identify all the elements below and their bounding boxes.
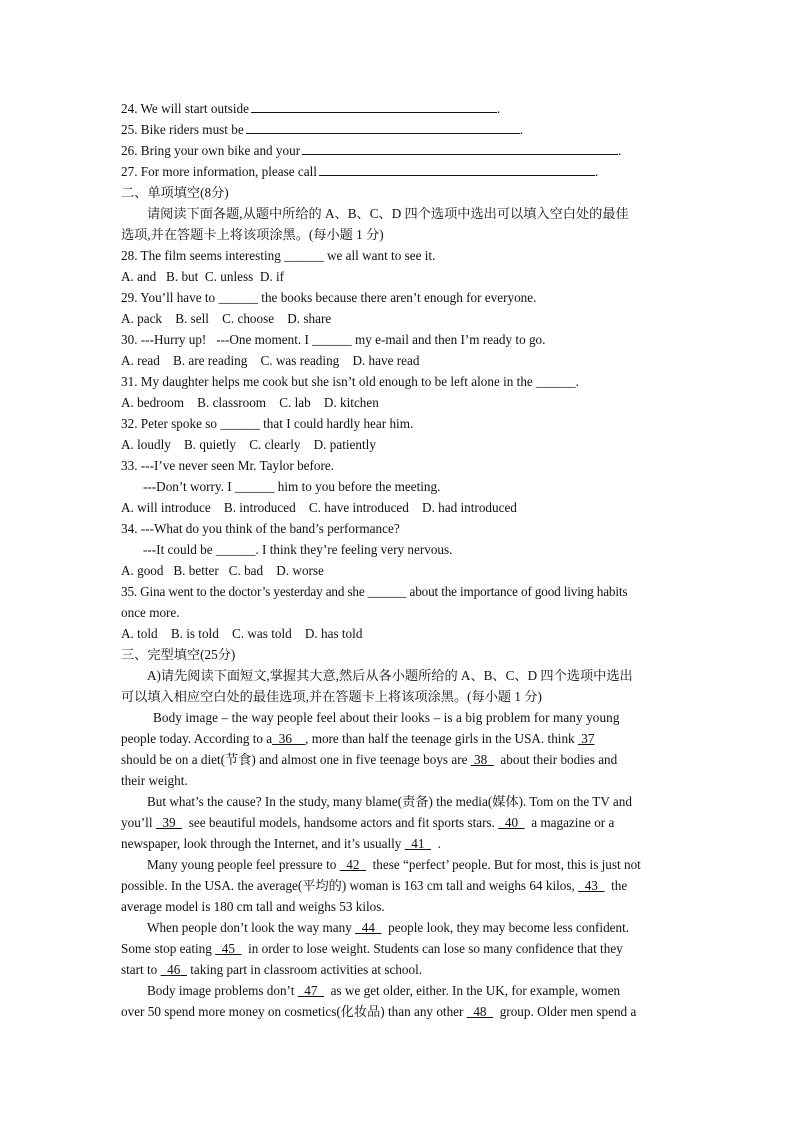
passage-line: [121, 938, 680, 959]
punct: .: [497, 101, 501, 116]
passage-line: But what’s the cause? In the study, many blame(责备) the media(媒体). Tom on the TV and: [147, 794, 632, 809]
options-35: A. told B. is told C. was told D. has told: [121, 626, 363, 641]
passage-line: [121, 875, 680, 896]
passage-text: newspaper, look through the Internet, and it’s usually: [121, 836, 405, 851]
passage-text: group. Older men spend a: [493, 1004, 637, 1019]
passage-text: possible. In the USA. the average(平均的) woman is 163 cm tall and weighs 64 kilos,: [121, 878, 579, 893]
question-34: 34. ---What do you think of the band’s performance?: [121, 521, 400, 536]
passage-text: as we get older, either. In the UK, for example, women: [324, 983, 621, 998]
passage-text: taking part in classroom activities at school.: [186, 962, 423, 977]
blank-37[interactable]: 37: [581, 731, 595, 746]
question-24: [121, 98, 680, 119]
question-33-reply: ---Don’t worry. I ______ him to you before the meeting.: [143, 479, 441, 494]
answer-blank[interactable]: [319, 162, 595, 176]
blank-43[interactable]: 43: [584, 878, 598, 893]
question-text: 24. We will start outside: [121, 101, 249, 116]
passage-text: you’ll: [121, 815, 156, 830]
passage-line: [121, 749, 680, 770]
passage-text: a magazine or a: [524, 815, 615, 830]
passage-text: should be on a diet(节食) and almost one in five teenage boys are: [121, 752, 471, 767]
passage-line: [121, 980, 680, 1001]
passage-text: Some stop eating: [121, 941, 216, 956]
options-32: A. loudly B. quietly C. clearly D. patiently: [121, 437, 376, 452]
passage-text: see beautiful models, handsome actors and fit sports stars.: [182, 815, 499, 830]
passage-line: [121, 833, 680, 854]
passage-text: over 50 spend more money on cosmetics(化妆品) than any other: [121, 1004, 467, 1019]
passage-line: [121, 917, 680, 938]
question-text: 27. For more information, please call: [121, 164, 317, 179]
question-32: 32. Peter spoke so ______ that I could hardly hear him.: [121, 416, 414, 431]
passage-line: [121, 728, 680, 749]
passage-line: Body image – the way people feel about their looks – is a big problem for many young: [153, 710, 620, 725]
passage-text: Many young people feel pressure to: [147, 857, 340, 872]
passage-text: the: [604, 878, 628, 893]
question-text: 26. Bring your own bike and your: [121, 143, 301, 158]
punct: .: [594, 164, 599, 179]
punct: .: [519, 122, 523, 137]
options-30: A. read B. are reading C. was reading D. have read: [121, 353, 420, 368]
blank-45[interactable]: 45: [221, 941, 235, 956]
question-25: [121, 119, 680, 140]
question-34-reply: ---It could be ______. I think they’re feeling very nervous.: [143, 542, 453, 557]
question-31: 31. My daughter helps me cook but she isn’t old enough to be left alone in the ______.: [121, 374, 579, 389]
passage-text: start to: [121, 962, 161, 977]
blank-44[interactable]: 44: [361, 920, 375, 935]
blank-39[interactable]: 39: [162, 815, 176, 830]
section-heading: 二、单项填空(8分): [121, 185, 229, 200]
section-instruction: 请阅读下面各题,从题中所给的 A、B、C、D 四个选项中选出可以填入空白处的最佳: [147, 206, 629, 221]
passage-text: people today. According to a: [121, 731, 273, 746]
blank-48[interactable]: 48: [473, 1004, 487, 1019]
options-28: A. and B. but C. unless D. if: [121, 269, 285, 284]
blank-41[interactable]: 41: [411, 836, 425, 851]
answer-blank[interactable]: [251, 99, 497, 113]
answer-blank[interactable]: [302, 141, 618, 155]
question-27: [121, 161, 680, 182]
passage-text: , more than half the teenage girls in the USA. think: [305, 731, 578, 746]
passage-text: .: [431, 836, 441, 851]
question-26: [121, 140, 680, 161]
section-heading: 三、完型填空(25分): [121, 647, 236, 662]
passage-line: [121, 854, 680, 875]
question-33: 33. ---I’ve never seen Mr. Taylor before.: [121, 458, 335, 473]
question-35-cont: once more.: [121, 605, 180, 620]
question-30: 30. ---Hurry up! ---One moment. I ______ my e-mail and then I’m ready to go.: [121, 332, 546, 347]
question-28: 28. The film seems interesting ______ we all want to see it.: [121, 248, 436, 263]
options-29: A. pack B. sell C. choose D. share: [121, 311, 332, 326]
passage-line: [121, 812, 680, 833]
passage-text: these “perfect’ people. But for most, this is just not: [366, 857, 641, 872]
passage-line: average model is 180 cm tall and weighs 53 kilos.: [121, 899, 385, 914]
passage-line: [121, 1001, 680, 1022]
punct: .: [618, 143, 622, 158]
options-31: A. bedroom B. classroom C. lab D. kitchen: [121, 395, 379, 410]
question-text: 25. Bike riders must be: [121, 122, 244, 137]
passage-text: Body image problems don’t: [147, 983, 298, 998]
options-34: A. good B. better C. bad D. worse: [121, 563, 324, 578]
exam-page: [121, 98, 680, 1022]
passage-text: in order to lose weight. Students can lose so many confidence that they: [241, 941, 623, 956]
question-29: 29. You’ll have to ______ the books because there aren’t enough for everyone.: [121, 290, 537, 305]
question-35: 35. Gina went to the doctor’s yesterday and she ______ about the importance of good living habits: [121, 584, 628, 599]
passage-line: their weight.: [121, 773, 188, 788]
section-instruction: A)请先阅读下面短文,掌握其大意,然后从各小题所给的 A、B、C、D 四个选项中选出: [147, 668, 633, 683]
blank-38[interactable]: 38: [474, 752, 488, 767]
answer-blank[interactable]: [246, 120, 520, 134]
blank-42[interactable]: 42: [346, 857, 360, 872]
section-instruction: 选项,并在答题卡上将该项涂黑。(每小题 1 分): [121, 227, 384, 242]
blank-47[interactable]: 47: [304, 983, 318, 998]
passage-text: people look, they may become less confident.: [381, 920, 630, 935]
passage-line: [121, 959, 680, 980]
blank-36[interactable]: 36: [278, 731, 292, 746]
passage-text: When people don’t look the way many: [147, 920, 356, 935]
blank-40[interactable]: 40: [504, 815, 519, 830]
section-instruction: 可以填入相应空白处的最佳选项,并在答题卡上将该项涂黑。(每小题 1 分): [121, 689, 542, 704]
options-33: A. will introduce B. introduced C. have introduced D. had introduced: [121, 500, 517, 515]
passage-text: about their bodies and: [493, 752, 618, 767]
blank-46[interactable]: 46: [167, 962, 181, 977]
